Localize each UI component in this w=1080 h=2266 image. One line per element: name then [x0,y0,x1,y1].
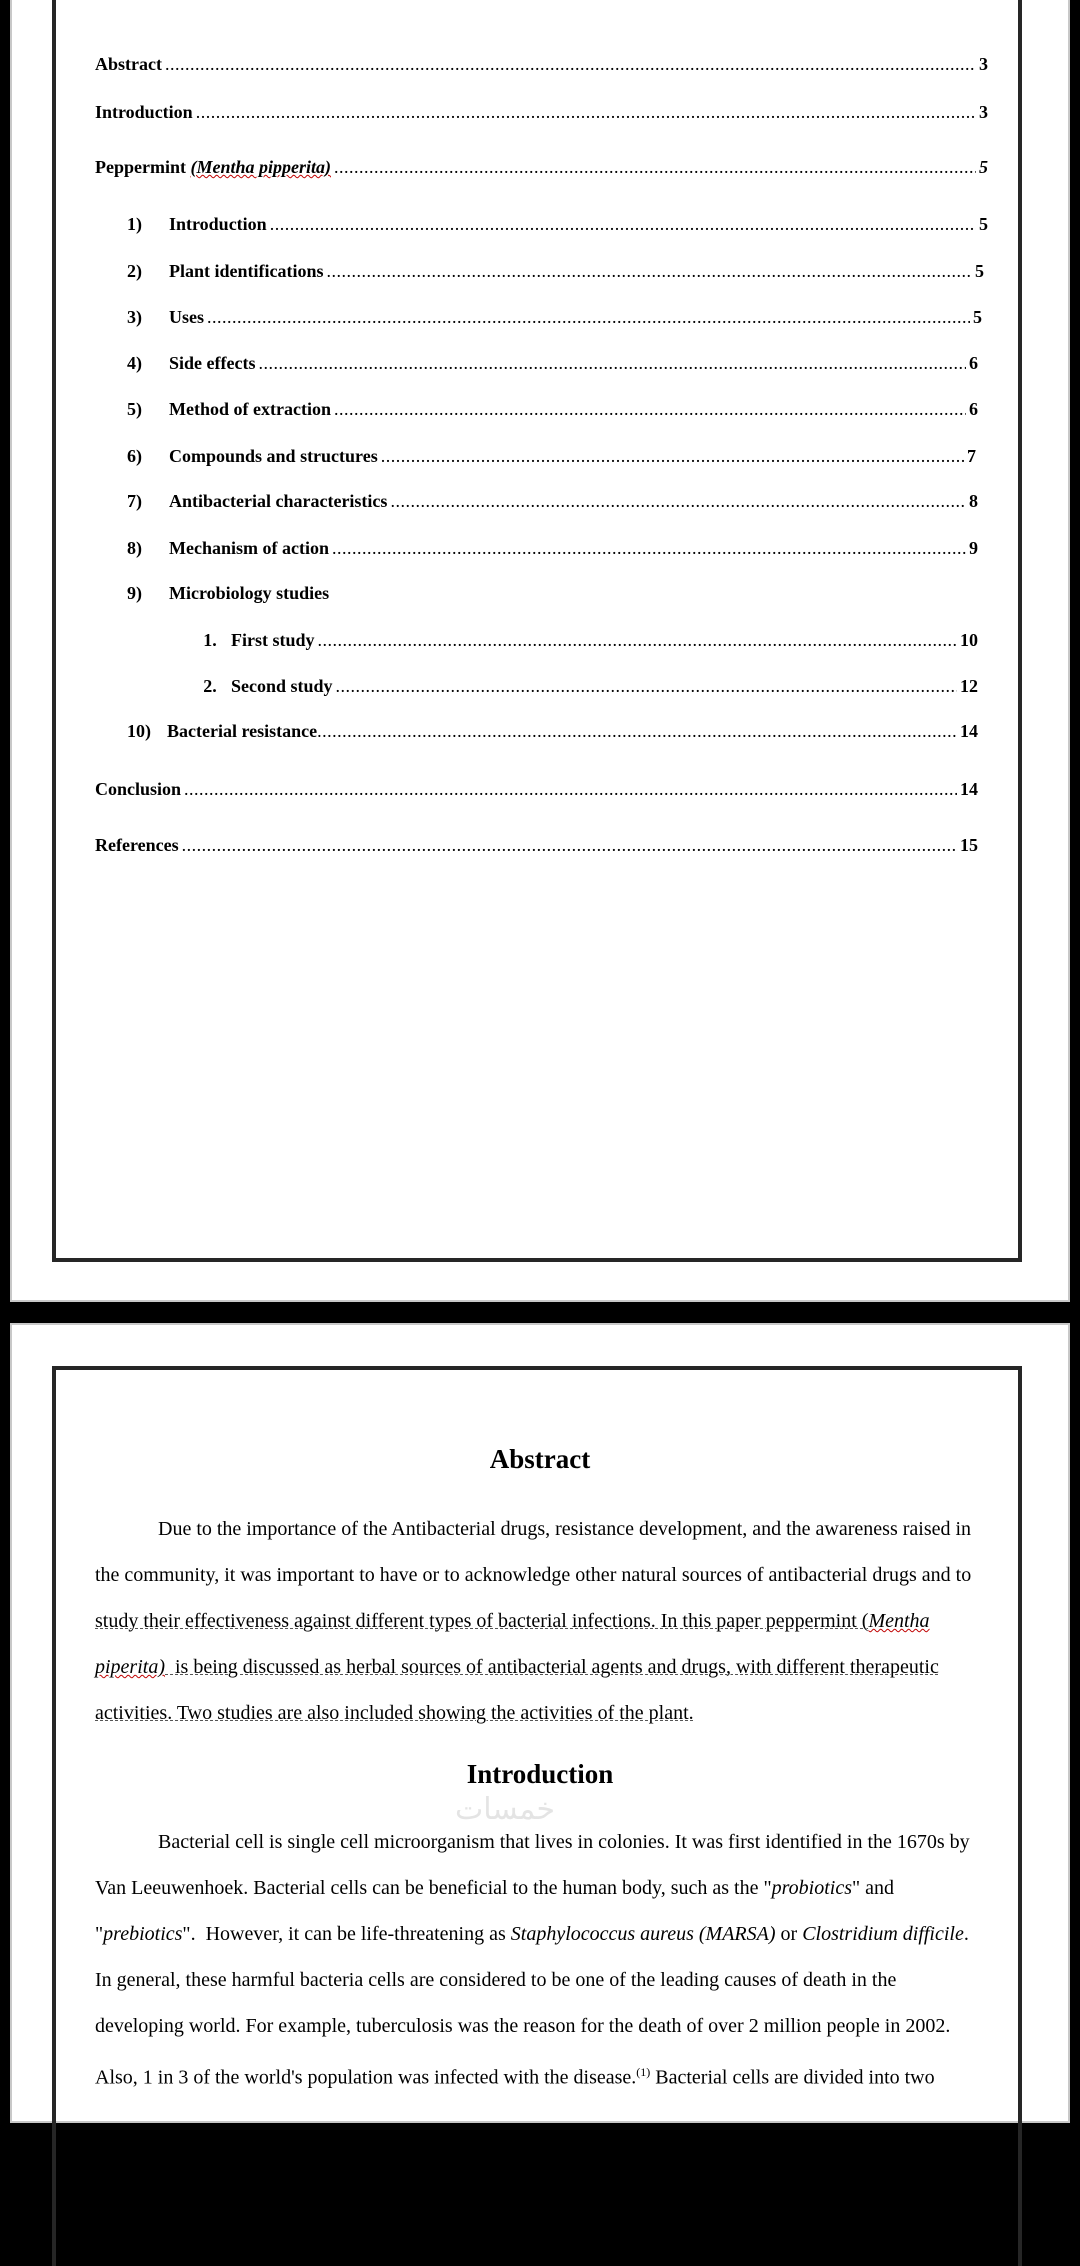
toc-label: Antibacterial characteristics [169,491,388,511]
text-run: . [963,1923,969,1945]
toc-number: 1) [127,214,142,234]
text-run: Also, 1 in 3 of the world's population was infected with the disease. [95,2066,637,2089]
abstract-line [95,1609,930,1633]
toc-page-number: 9 [969,538,978,558]
toc-number: 9) [127,583,142,603]
abstract-line: activities. Two studies are also included showing the activities of the plant. [95,1702,694,1724]
toc-page-number: 5 [973,307,982,327]
text-run-italic: Mentha [868,1610,930,1632]
toc-entry-second-study[interactable] [189,675,978,697]
document-page-1 [10,0,1070,1302]
toc-label: Introduction [169,214,267,234]
toc-page-number: 5 [979,214,988,234]
toc-page-number: 5 [975,261,984,281]
introduction-line: In general, these harmful bacteria cells are considered to be one of the leading causes of death in the [95,1969,897,1991]
toc-page-number: 14 [960,721,978,741]
toc-label: First study [231,630,315,650]
toc-label: Peppermint [95,157,191,177]
toc-page-number: 15 [960,835,978,855]
dot-leader [317,720,957,742]
text-run-italic: prebiotics [103,1923,183,1945]
toc-number: 6) [127,446,142,466]
dot-leader [381,445,964,467]
toc-page-number: 14 [960,779,978,799]
toc-number: 10) [127,721,151,741]
text-run-italic: piperita) [95,1656,165,1678]
toc-label-italic: (Mentha pipperita) [190,157,331,177]
toc-entry-bacterial-resistance[interactable] [127,720,978,742]
text-run-italic: Clostridium difficile [802,1923,964,1945]
dot-leader [390,490,966,512]
introduction-line [95,1922,969,1946]
toc-page-number: 7 [967,446,976,466]
introduction-line [95,1876,894,1900]
text-run: Van Leeuwenhoek. Bacterial cells can be beneficial to the human body, such as the " [95,1877,772,1899]
dot-leader [336,675,957,697]
text-run: Bacterial cells are divided into two [650,2066,935,2089]
toc-entry-uses[interactable] [127,306,982,328]
toc-number: 3) [127,307,142,327]
toc-number: 4) [127,353,142,373]
abstract-line [95,1655,939,1679]
citation-superscript: (1) [636,2065,651,2079]
text-run-italic: Staphylococcus aureus (MARSA) [510,1923,776,1945]
toc-label: Mechanism of action [169,538,329,558]
text-run-italic: probiotics [771,1877,852,1899]
toc-number: 1. [203,630,217,650]
dot-leader [318,629,957,651]
toc-label: Second study [231,676,333,696]
toc-label: Introduction [95,102,193,122]
toc-page-number: 8 [969,491,978,511]
abstract-heading: Abstract [489,1444,591,1474]
toc-entry-conclusion[interactable] [95,778,978,800]
text-run: or [775,1923,803,1945]
dot-leader [332,537,966,559]
text-run: " [95,1923,104,1945]
toc-label: Abstract [95,54,162,74]
toc-page-number: 6 [969,399,978,419]
toc-label: Method of extraction [169,399,331,419]
toc-number: 5) [127,399,142,419]
toc-label: Side effects [169,353,256,373]
dot-leader [334,156,976,178]
dot-leader [182,834,957,856]
toc-page-number: 3 [979,54,988,74]
document-page-2 [10,1323,1070,2123]
toc-entry-method-of-extraction[interactable] [127,398,978,420]
toc-page-number: 6 [969,353,978,373]
toc-label: Compounds and structures [169,446,378,466]
toc-number: 8) [127,538,142,558]
toc-entry-plant-identifications[interactable] [127,260,984,282]
toc-entry-side-effects[interactable] [127,352,978,374]
dot-leader [327,260,972,282]
toc-page-number: 10 [960,630,978,650]
introduction-line: developing world. For example, tuberculosis was the reason for the death of over 2 million people in 2002. [95,2015,951,2037]
toc-page-number: 12 [960,676,978,696]
text-run: ". However, it can be life-threatening as [182,1923,511,1945]
toc-number: 2) [127,261,142,281]
toc-entry-first-study[interactable] [189,629,978,651]
dot-leader [196,101,976,123]
toc-label: Uses [169,307,204,327]
toc-label: Plant identifications [169,261,324,281]
toc-label: References [95,835,179,855]
toc-entry-peppermint[interactable] [95,156,988,178]
toc-label: Microbiology studies [169,583,330,603]
dot-leader [165,53,976,75]
toc-entry-mechanism[interactable] [127,537,978,559]
toc-entry-sub-introduction[interactable] [127,213,988,235]
toc-page-number: 5 [979,157,988,177]
toc-label: Bacterial resistance [167,721,318,741]
introduction-heading: Introduction [466,1759,614,1789]
toc-number: 2. [203,676,217,696]
toc-number: 7) [127,491,142,511]
dot-leader [334,398,966,420]
text-run: " and [852,1877,895,1899]
toc-entry-antibacterial[interactable] [127,490,978,512]
toc-entry-introduction[interactable] [95,101,988,123]
toc-label: Conclusion [95,779,182,799]
dot-leader [270,213,976,235]
toc-entry-abstract[interactable] [95,53,988,75]
toc-entry-microbiology[interactable] [127,582,329,604]
dot-leader [207,306,970,328]
introduction-line: Bacterial cell is single cell microorganism that lives in colonies. It was first identified in the 1670s by [158,1831,970,1853]
abstract-line: Due to the importance of the Antibacterial drugs, resistance development, and the awareness raised in [158,1518,972,1540]
abstract-line: the community, it was important to have or to acknowledge other natural sources of antibacterial drugs and to [95,1564,972,1586]
text-run: study their effectiveness against different types of bacterial infections. In this paper peppermint ( [95,1610,869,1632]
dot-leader [184,778,957,800]
dot-leader [258,352,966,374]
toc-page-number: 3 [979,102,988,122]
toc-entry-compounds[interactable] [127,445,976,467]
toc-entry-references[interactable] [95,834,978,856]
introduction-line [95,2060,935,2090]
watermark-logo: خمسات [455,1792,556,1827]
text-run: is being discussed as herbal sources of antibacterial agents and drugs, with different therapeutic [165,1656,939,1678]
